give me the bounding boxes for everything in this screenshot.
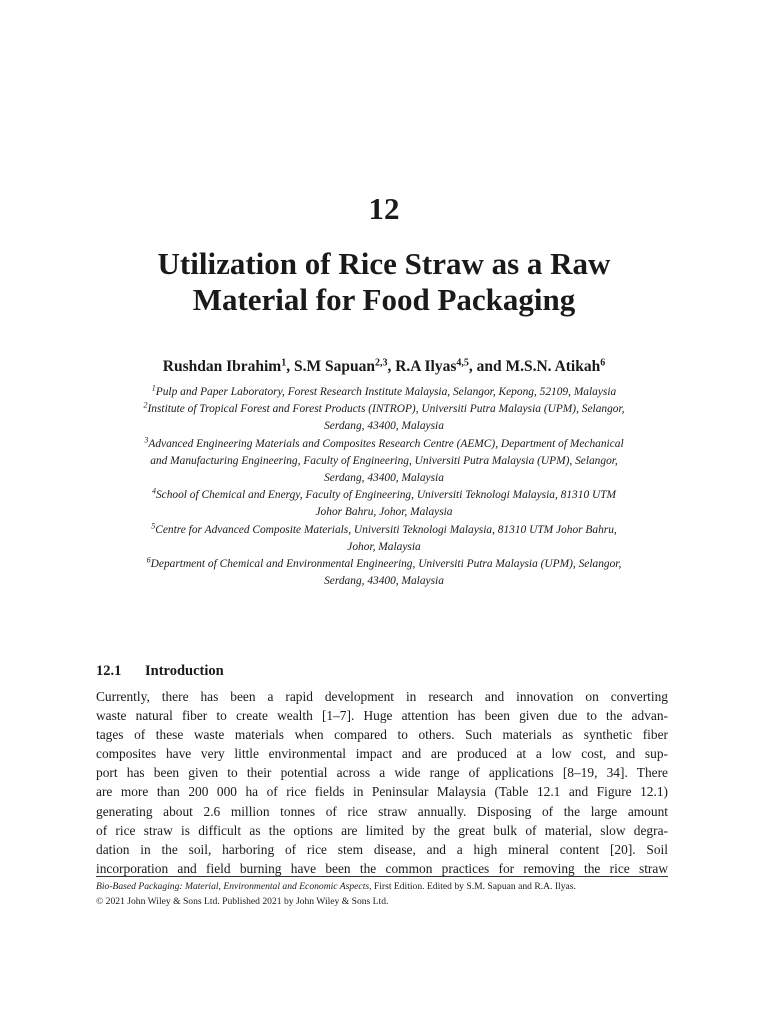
chapter-title-line: Utilization of Rice Straw as a Raw xyxy=(157,246,611,281)
body-line: composites have very little environmental impact and are produced at a low cost, and sup- xyxy=(96,746,668,762)
body-line: incorporation and field burning have been the common practices for removing the rice straw xyxy=(96,860,668,876)
affiliation-mark: 2 xyxy=(143,400,148,410)
edition-text: , First Edition. Edited by S.M. Sapuan and R.A. Ilyas. xyxy=(369,881,576,892)
affiliation xyxy=(90,487,678,521)
affiliation-list xyxy=(90,384,678,590)
affiliation-line: Centre for Advanced Composite Materials, Universiti Teknologi Malaysia, 81310 UTM Johor Bahru, xyxy=(155,523,617,536)
author-name: M.S.N. Atikah xyxy=(505,358,601,375)
footnote xyxy=(96,880,676,909)
affiliation-line: Advanced Engineering Materials and Composites Research Centre (AEMC), Department of Mechanical xyxy=(148,437,624,450)
affiliation-line: Johor, Malaysia xyxy=(347,540,421,553)
section-title: Introduction xyxy=(145,663,224,679)
affiliation-mark: 1 xyxy=(151,383,156,393)
affiliation xyxy=(90,522,678,556)
chapter-number: 12 xyxy=(368,191,400,226)
body-line: Currently, there has been a rapid development in research and innovation on converting xyxy=(96,689,668,704)
affiliation xyxy=(90,436,678,488)
affiliation-line: Johor Bahru, Johor, Malaysia xyxy=(315,506,453,519)
body-paragraph xyxy=(96,687,668,878)
affiliation-line: and Manufacturing Engineering, Faculty of Engineering, Universiti Putra Malaysia (UPM), Selangor, xyxy=(150,454,618,467)
affiliation-line: Institute of Tropical Forest and Forest Products (INTROP), Universiti Putra Malaysia (UPM), Selangor, xyxy=(147,403,625,416)
author-name: S.M Sapuan xyxy=(293,358,375,375)
author-list xyxy=(40,356,728,378)
body-line: port has been given to their potential across a wide range of applications [8–19, 34]. There xyxy=(96,765,668,781)
chapter-title-line: Material for Food Packaging xyxy=(192,282,576,317)
affiliation-mark: 3 xyxy=(144,435,149,445)
book-title: Bio-Based Packaging: Material, Environmental and Economic Aspects xyxy=(96,881,370,892)
footnote-rule xyxy=(96,876,668,877)
body-line: of rice straw is difficult as the options are limited by the great bulk of material, slow degra- xyxy=(96,822,668,838)
affiliation-mark: 4 xyxy=(151,486,156,496)
affiliation-line: Department of Chemical and Environmental Engineering, Universiti Putra Malaysia (UPM), Selangor, xyxy=(150,558,622,571)
affiliation-line: Pulp and Paper Laboratory, Forest Research Institute Malaysia, Selangor, Kepong, 52109, Malaysia xyxy=(155,386,617,398)
author-affiliation-mark: 6 xyxy=(600,357,606,369)
section-heading xyxy=(96,661,224,681)
affiliation-mark: 6 xyxy=(146,555,151,565)
author-separator: , xyxy=(286,358,294,375)
affiliation-mark: 5 xyxy=(151,521,156,531)
affiliation-line: Serdang, 43400, Malaysia xyxy=(324,420,444,433)
footnote-citation xyxy=(96,880,676,895)
copyright-line: © 2021 John Wiley & Sons Ltd. Published 2021 by John Wiley & Sons Ltd. xyxy=(96,895,389,907)
body-line: generating about 2.6 million tonnes of rice straw annually. Disposing of the large amount xyxy=(96,803,668,819)
affiliation xyxy=(90,384,678,401)
author-affiliation-mark: 1 xyxy=(281,357,287,369)
author-affiliation-mark: 4,5 xyxy=(456,357,469,369)
affiliation-line: Serdang, 43400, Malaysia xyxy=(324,575,444,588)
body-line: are more than 200 000 ha of rice fields in Peninsular Malaysia (Table 12.1 and Figure 12.1) xyxy=(96,784,668,800)
section-number: 12.1 xyxy=(96,663,122,679)
affiliation xyxy=(90,401,678,435)
author-name: Rushdan Ibrahim xyxy=(162,358,282,375)
body-line: tages of these waste materials when compared to others. Such materials as synthetic fiber xyxy=(96,727,668,743)
affiliation-line: Serdang, 43400, Malaysia xyxy=(324,472,444,485)
author-separator: , xyxy=(387,358,396,375)
chapter-title xyxy=(60,246,708,318)
body-line: waste natural fiber to create wealth [1–7]. Huge attention has been given due to the advan- xyxy=(96,708,668,724)
author-separator: , and xyxy=(468,358,506,375)
author-affiliation-mark: 2,3 xyxy=(374,357,388,369)
affiliation xyxy=(90,556,678,590)
author-name: R.A Ilyas xyxy=(395,358,457,375)
body-line: dation in the soil, harboring of rice stem disease, and a high mineral content [20]. Soil xyxy=(96,841,668,857)
affiliation-line: School of Chemical and Energy, Faculty of Engineering, Universiti Teknologi Malaysia, 81310 UTM xyxy=(155,489,617,502)
